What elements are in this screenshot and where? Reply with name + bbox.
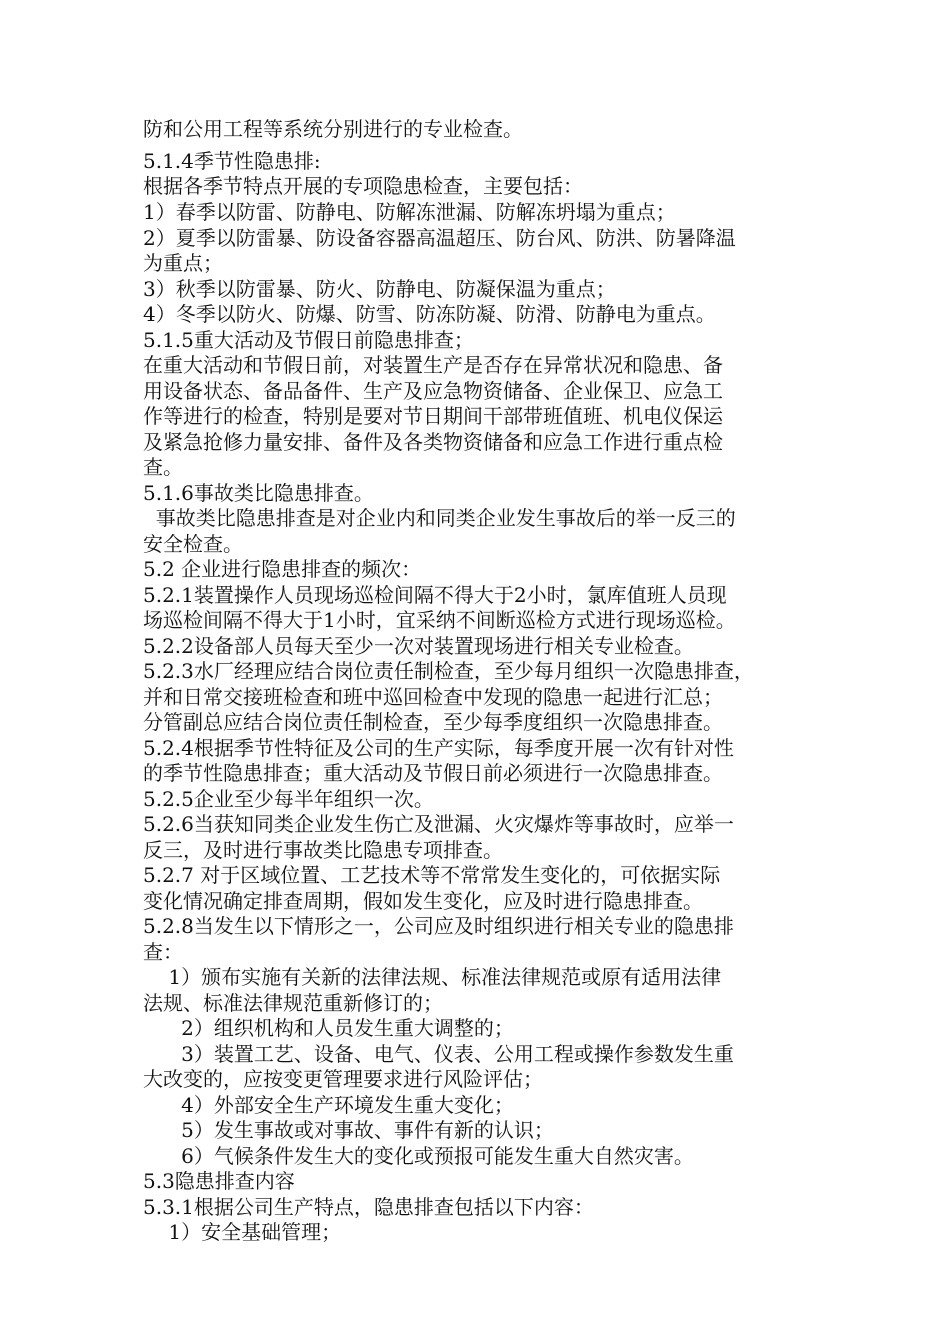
section-heading: 5.1.5重大活动及节假日前隐患排查； [143, 328, 474, 352]
list-item: 1）安全基础管理； [143, 1220, 342, 1244]
text-line: 法规、标准法律规范重新修订的； [143, 991, 443, 1015]
text-line: 变化情况确定排查周期，假如发生变化，应及时进行隐患排查。 [143, 889, 703, 913]
text-line: 查。 [143, 455, 183, 479]
text-line: 大改变的，应按变更管理要求进行风险评估； [143, 1067, 543, 1091]
section-heading: 5.2 企业进行隐患排查的频次： [143, 557, 422, 581]
text-line: 场巡检间隔不得大于1小时，宜采纳不间断巡检方式进行现场巡检。 [143, 608, 736, 632]
list-item: 2）夏季以防雷暴、防设备容器高温超压、防台风、防洪、防暑降温 [143, 226, 736, 250]
section-heading: 5.1.6事故类比隐患排查。 [143, 481, 374, 505]
text-line: 5.3.1根据公司生产特点，隐患排查包括以下内容： [143, 1195, 594, 1219]
text-line: 根据各季节特点开展的专项隐患检查，主要包括： [143, 174, 583, 198]
text-line: 事故类比隐患排查是对企业内和同类企业发生事故后的举一反三的 [143, 506, 736, 530]
text-line: 防和公用工程等系统分别进行的专业检查。 [143, 117, 523, 141]
text-line: 安全检查。 [143, 532, 243, 556]
text-line: 分管副总应结合岗位责任制检查，至少每季度组织一次隐患排查。 [143, 710, 723, 734]
text-line: 并和日常交接班检查和班中巡回检查中发现的隐患一起进行汇总； [143, 685, 723, 709]
text-line: 5.2.3水厂经理应结合岗位责任制检查，至少每月组织一次隐患排查， [143, 659, 754, 683]
text-line: 5.2.7 对于区域位置、工艺技术等不常常发生变化的，可依据实际 [143, 863, 721, 887]
text-line: 反三，及时进行事故类比隐患专项排查。 [143, 838, 503, 862]
text-line: 5.2.4根据季节性特征及公司的生产实际，每季度开展一次有针对性 [143, 736, 734, 760]
text-line: 5.2.8当发生以下情形之一，公司应及时组织进行相关专业的隐患排 [143, 914, 734, 938]
list-item: 1）春季以防雷、防静电、防解冻泄漏、防解冻坍塌为重点； [143, 200, 676, 224]
text-line: 5.2.2设备部人员每天至少一次对装置现场进行相关专业检查。 [143, 634, 694, 658]
text-line: 及紧急抢修力量安排、备件及各类物资储备和应急工作进行重点检 [143, 430, 723, 454]
text-line: 的季节性隐患排查；重大活动及节假日前必须进行一次隐患排查。 [143, 761, 723, 785]
list-item: 4）冬季以防火、防爆、防雪、防冻防凝、防滑、防静电为重点。 [143, 302, 716, 326]
list-item: 3）装置工艺、设备、电气、仪表、公用工程或操作参数发生重 [143, 1042, 734, 1066]
text-line: 为重点； [143, 251, 223, 275]
list-item: 4）外部安全生产环境发生重大变化； [143, 1093, 514, 1117]
text-line: 查： [143, 940, 183, 964]
text-line: 5.2.1装置操作人员现场巡检间隔不得大于2小时，氯库值班人员现 [143, 583, 727, 607]
list-item: 5）发生事故或对事故、事件有新的认识； [143, 1118, 554, 1142]
text-line: 作等进行的检查，特别是要对节日期间干部带班值班、机电仪保运 [143, 404, 723, 428]
text-line: 5.2.6当获知同类企业发生伤亡及泄漏、火灾爆炸等事故时，应举一 [143, 812, 734, 836]
list-item: 3）秋季以防雷暴、防火、防静电、防凝保温为重点； [143, 277, 616, 301]
list-item: 1）颁布实施有关新的法律法规、标准法律规范或原有适用法律 [143, 965, 722, 989]
section-heading: 5.3隐患排查内容 [143, 1169, 295, 1193]
text-line: 在重大活动和节假日前，对装置生产是否存在异常状况和隐患、备 [143, 353, 723, 377]
list-item: 2）组织机构和人员发生重大调整的； [143, 1016, 514, 1040]
text-line: 用设备状态、备品备件、生产及应急物资储备、企业保卫、应急工 [143, 379, 723, 403]
section-heading: 5.1.4季节性隐患排: [143, 149, 321, 173]
list-item: 6）气候条件发生大的变化或预报可能发生重大自然灾害。 [143, 1144, 694, 1168]
text-line: 5.2.5企业至少每半年组织一次。 [143, 787, 434, 811]
